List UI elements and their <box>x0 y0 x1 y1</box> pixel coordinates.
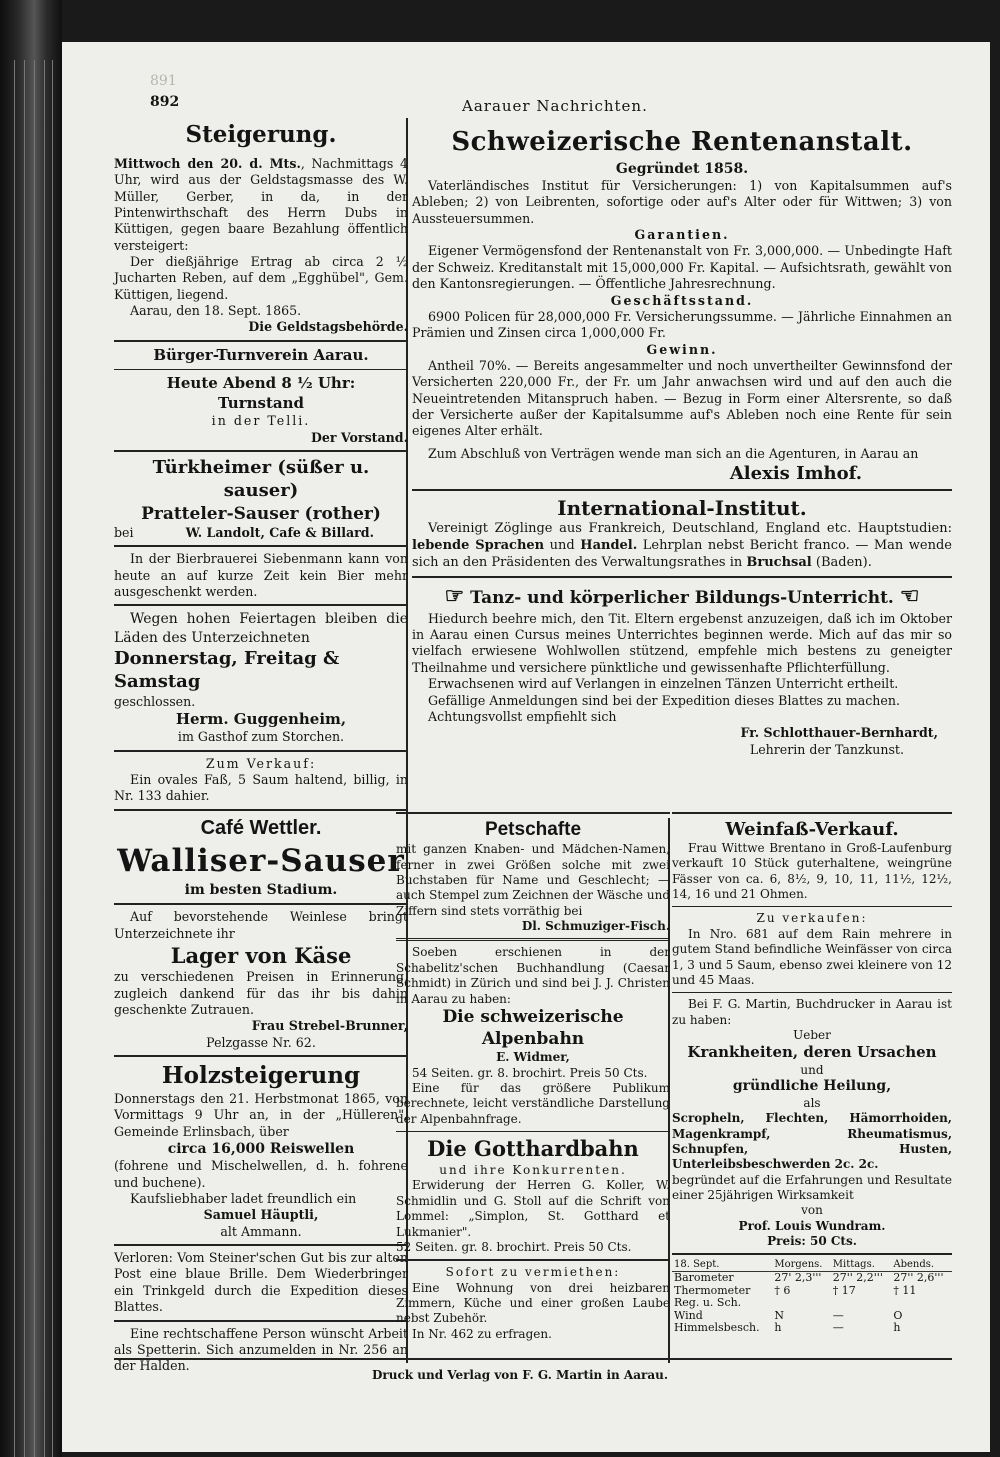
wettler-sub: im besten Stadium. <box>184 882 338 899</box>
gotthard-text: Erwiderung der Herren G. Koller, W. Schmidlin und G. Stoll auf die Schrift von Lommel: „Simplon, St. Gotthard et Lukmanier". <box>396 1178 670 1239</box>
weather-cell: Himmelsbesch. <box>674 1321 760 1335</box>
buch-list: Scropheln, Flechten, Hämorrhoiden, Magenkrampf, Rheumatismus, Schnupfen, Husten, Unterleibsbeschwerden 2c. 2c. <box>672 1111 952 1172</box>
turnverein-sign: Der Vorstand. <box>310 429 408 445</box>
divider <box>114 750 408 752</box>
steigerung-sign: Die Geldstagsbehörde. <box>248 319 408 335</box>
wettler-text1: Auf bevorstehende Weinlese bringt Unterzeichnete ihr <box>114 909 408 941</box>
vermiethen-title: Sofort zu vermiethen: <box>445 1265 621 1280</box>
holz-text: Donnerstags den 21. Herbstmonat 1865, von Vormittags 9 Uhr an, in der „Hülleren", Gemeinde Erlinsbach, über <box>114 1091 408 1139</box>
buch-und: und <box>800 1062 824 1077</box>
alpenbahn-info: 54 Seiten. gr. 8. brochirt. Preis 50 Cts. <box>412 1065 648 1080</box>
tanz-sign: Fr. Schlotthauer-Bernhardt, <box>740 725 938 741</box>
institut-text2: Lehrplan nebst Bericht franco. — Man wende sich an den Präsidenten des Verwaltungsrathes in <box>412 538 953 571</box>
weather-cell: † 6 <box>774 1283 791 1297</box>
tanz-p4: Achtungsvollst empfiehlt sich <box>428 708 617 724</box>
weather-header-cell: Mittags. <box>831 1259 892 1271</box>
right-lower-column <box>672 812 952 1335</box>
wettler-big2: Lager von Käse <box>170 943 352 969</box>
imprint-footer: Druck und Verlag von F. G. Martin in Aarau. <box>372 1368 668 1382</box>
tanz-p3: Gefällige Anmeldungen sind bei der Expedition dieses Blattes zu machen. <box>428 692 900 708</box>
holz-text3: Kaufsliebhaber ladet freundlich ein <box>130 1191 357 1206</box>
page-number: 892 <box>150 94 180 110</box>
running-title: Aarauer Nachrichten. <box>462 97 648 115</box>
weather-cell: h <box>774 1321 782 1335</box>
weather-cell: Barometer <box>674 1270 734 1284</box>
weather-row <box>672 1271 952 1284</box>
turnverein-line3: in der Telli. <box>211 413 311 429</box>
tanz-role: Lehrerin der Tanzkunst. <box>749 741 904 757</box>
renten-p1: Eigener Vermögensfond der Rentenanstalt von Fr. 3,000,000. — Unbedingte Haft der Schweiz. Kreditanstalt mit 15,000,000 Fr. Kapital. — Aufsichtsrath, gewählt von den Kantonsregierungen. — Öffentliche Jahresrechnung. <box>412 243 952 292</box>
tuerkheimer-title: Türkheimer (süßer u. sauser) <box>152 457 370 502</box>
gotthard-title: Die Gotthardbahn <box>427 1136 639 1162</box>
gotthard-info: 52 Seiten. gr. 8. brochirt. Preis 50 Cts. <box>396 1239 632 1254</box>
weather-cell <box>831 1297 892 1310</box>
weather-cell: † 11 <box>893 1283 917 1297</box>
alpenbahn-title: Die schweizerische Alpenbahn <box>442 1006 624 1049</box>
steigerung-body: , Nachmittags 4 Uhr, wird aus der Geldstagsmasse des W. Müller, Gerber, in da, in der Pintenwirthschaft des Herrn Dubs in Küttigen, gegen baare Bezahlung öffentlich versteigert: <box>114 155 408 253</box>
weather-header-cell: Abends. <box>891 1259 952 1271</box>
wettler-addr: Pelzgasse Nr. 62. <box>206 1034 316 1050</box>
buch-price: Preis: 50 Cts. <box>767 1234 857 1249</box>
institut-and: und <box>549 538 575 554</box>
weinfass-text: Frau Wittwe Brentano in Groß-Laufenburg verkauft 10 Stück guterhaltene, weingrüne Fässer von ca. 6, 8½, 9, 10, 11, 11½, 12½, 14, 16 und 21 Ohmen. <box>672 841 952 902</box>
arbeit-text: Eine rechtschaffene Person wünscht Arbeit als Spetterin. Sich anzumelden in Nr. 256 an der Halden. <box>114 1325 408 1374</box>
renten-h3: Gewinn. <box>646 341 718 357</box>
weather-cell: 27'' 2,2''' <box>832 1270 883 1284</box>
divider <box>114 545 408 547</box>
steigerung-title: Steigerung. <box>185 121 337 148</box>
tuerkheimer-prefix: bei <box>114 524 134 540</box>
divider <box>396 938 670 941</box>
ghost-page-number: 891 <box>150 73 177 89</box>
divider <box>672 812 952 814</box>
wettler-big: Walliser-Sauser <box>117 842 405 879</box>
renten-h1: Garantien. <box>634 227 730 243</box>
holz-role: alt Ammann. <box>220 1223 302 1239</box>
weather-cell <box>772 1297 830 1310</box>
turnverein-line2: Turnstand <box>218 393 304 412</box>
weinfass-title: Weinfaß-Verkauf. <box>725 819 899 840</box>
divider <box>396 1131 670 1132</box>
weather-cell: — <box>832 1308 844 1322</box>
steigerung-lead: Mittwoch den 20. d. Mts. <box>114 155 301 171</box>
tanz-p1: Hiedurch beehre mich, den Tit. Eltern ergebenst anzuzeigen, daß ich im Oktober in Aarau einen Cursus meines Unterrichtes beginnen werde. Mich auf das mir so vielfach erwiesene Wohlwollen stützend, empfehle mich bestens zu geneigter Theilnahme und versichere pünktliche und gewissenhafte Pflichterfüllung. <box>412 610 952 675</box>
verloren-text: Verloren: Vom Steiner'schen Gut bis zur alten Post eine blaue Brille. Dem Wiederbringer ein Trinkgeld durch die Expedition dieses Blattes. <box>114 1250 408 1315</box>
wettler-title: Café Wettler. <box>200 816 322 839</box>
petschafte-text: mit ganzen Knaben- und Mädchen-Namen, ferner in zwei Größen solche mit zwei Buchstaben für Name und Geschlecht; — auch Stempel zum Zeichnen der Wäsche und Ziffern sind stets vorräthig bei <box>396 842 670 918</box>
divider <box>114 369 408 370</box>
institut-title: International-Institut. <box>557 496 807 521</box>
divider <box>114 903 408 905</box>
weather-cell: O <box>893 1308 903 1322</box>
holz-text2: (fohrene und Mischelwellen, d. h. fohrene und buchene). <box>114 1158 408 1190</box>
buch-von: von <box>801 1203 823 1218</box>
weather-cell: Thermometer <box>674 1283 751 1297</box>
buch-title2: gründliche Heilung, <box>732 1077 892 1094</box>
weather-cell: † 17 <box>832 1283 856 1297</box>
turnverein-title: Bürger-Turnverein Aarau. <box>153 345 369 364</box>
divider <box>412 489 952 491</box>
divider <box>114 1244 408 1246</box>
weather-table <box>672 1259 952 1335</box>
renten-intro: Vaterländisches Institut für Versicherungen: 1) von Kapitalsummen auf's Ableben; 2) von Leibrenten, sofortige oder auf's Alter oder für Wittwen; 3) von Aussteuersummen. <box>412 177 952 226</box>
institut-text3: (Baden). <box>815 555 872 571</box>
buch-als: als <box>803 1095 821 1110</box>
divider <box>114 604 408 606</box>
petschafte-sign: Dl. Schmuziger-Fisch. <box>521 919 670 934</box>
renten-p4: Zum Abschluß von Verträgen wende man sich an die Agenturen, in Aarau an <box>428 445 919 461</box>
alpenbahn-text: Eine für das größere Publikum berechnete, leicht verständliche Darstellung der Alpenbahnfrage. <box>396 1081 670 1126</box>
buch-author: Prof. Louis Wundram. <box>738 1218 886 1233</box>
weather-row <box>672 1322 952 1335</box>
weather-header-cell: 18. Sept. <box>672 1259 772 1271</box>
institut-bold1: lebende Sprachen <box>412 538 545 554</box>
petschafte-title: Petschafte <box>484 819 582 840</box>
middle-lower-column <box>396 812 670 1342</box>
vermiethen-where: In Nr. 462 zu erfragen. <box>412 1326 552 1341</box>
holz-title: Holzsteigerung <box>161 1062 361 1090</box>
vermiethen-text: Eine Wohnung von drei heizbaren Zimmern, Küche und einer großen Laube nebst Zubehör. <box>396 1280 670 1326</box>
tanz-title: Tanz- und körperlicher Bildungs-Unterricht. <box>470 588 894 609</box>
feiertage-place: im Gasthof zum Storchen. <box>177 729 345 745</box>
turnverein-line1: Heute Abend 8 ½ Uhr: <box>166 374 356 393</box>
book-spine <box>0 0 62 1457</box>
holz-sign: Samuel Häuptli, <box>203 1207 319 1223</box>
alpenbahn-intro: Soeben erschienen in der Schabelitz'schen Buchhandlung (Caesar Schmidt) in Zürich und sind bei J. J. Christen in Aarau zu haben: <box>396 945 670 1006</box>
pointing-hand-right-icon: ☞ <box>444 583 465 610</box>
divider <box>114 809 408 811</box>
tuerkheimer-subtitle: Pratteler-Sauser (rother) <box>141 503 381 524</box>
feiertage-days: Donnerstag, Freitag & Samstag <box>114 647 340 693</box>
renten-p3: Antheil 70%. — Bereits angesammelter und noch unvertheilter Gewinnsfond der Versicherten 220,000 Fr., der Fr. um Jahr anwachsen wird und auf den auch die Neueintretenden Mitanspruch haben. — Bezug in Form einer Altersrente, so daß der Versicherte außer der Kapitalsumme auf's Ableben noch eine Rente für sein eigenes Alter erhält. <box>412 357 952 439</box>
renten-h2: Geschäftsstand. <box>610 292 754 308</box>
verkaufen-title: Zu verkaufen: <box>756 911 868 926</box>
pointing-hand-left-icon: ☜ <box>899 583 920 610</box>
buch-intro: Bei F. G. Martin, Buchdrucker in Aarau ist zu haben: <box>672 997 952 1027</box>
tanz-p2: Erwachsenen wird auf Verlangen in einzelnen Tänzen Unterricht ertheilt. <box>428 676 899 692</box>
weather-cell: Reg. u. Sch. <box>674 1296 742 1310</box>
weather-header-row <box>672 1259 952 1271</box>
weather-cell: 27' 2,3''' <box>774 1270 822 1284</box>
buch-ueber: Ueber <box>793 1027 831 1042</box>
weather-cell: h <box>893 1321 901 1335</box>
wettler-text2: zu verschiedenen Preisen in Erinnerung, zugleich dankend für das ihr bis dahin geschenkte Zutrauen. <box>114 969 408 1018</box>
right-column <box>412 92 952 758</box>
buch-title: Krankheiten, deren Ursachen <box>687 1043 937 1062</box>
alpenbahn-author: E. Widmer, <box>496 1050 570 1065</box>
divider <box>672 992 952 993</box>
weather-cell: 27'' 2,6''' <box>893 1270 944 1284</box>
gotthard-sub: und ihre Konkurrenten. <box>439 1163 627 1178</box>
feiertage-closed: geschlossen. <box>114 693 196 709</box>
verkaufen-text: In Nro. 681 auf dem Rain mehrere in gutem Stand befindliche Weinfässer von circa 1, 3 und 5 Saum, ebenso zwei kleinere von 12 und 45 Maas. <box>672 926 952 987</box>
steigerung-item: Der dießjährige Ertrag ab circa 2 ½ Jucharten Reben, auf dem „Egghübel", Gem. Küttigen, liegend. <box>114 254 408 302</box>
weather-cell: Wind <box>674 1308 703 1322</box>
institut-text1: Vereinigt Zöglinge aus Frankreich, Deutschland, England etc. Hauptstudien: <box>428 521 952 537</box>
divider <box>114 340 408 342</box>
divider <box>396 1259 670 1261</box>
left-column <box>114 92 408 1375</box>
renten-p2: 6900 Policen für 28,000,000 Fr. Versicherungssumme. — Jährliche Einnahmen an Prämien und Zinsen circa 1,000,000 Fr. <box>412 308 952 341</box>
weather-row <box>672 1297 952 1310</box>
weather-cell: — <box>832 1321 844 1335</box>
divider <box>412 576 952 578</box>
divider <box>672 906 952 907</box>
divider <box>114 1320 408 1322</box>
weather-cell: N <box>774 1308 784 1322</box>
weather-header-cell: Morgens. <box>772 1259 830 1271</box>
feiertage-line1: Wegen hohen Feiertagen bleiben die Läden des Unterzeichneten <box>114 611 408 646</box>
tuerkheimer-at: W. Landolt, Cafe & Billard. <box>185 524 374 540</box>
weather-cell <box>891 1297 952 1310</box>
buch-basis: begründet auf die Erfahrungen und Resultate einer 25jährigen Wirksamkeit <box>672 1172 952 1202</box>
divider <box>396 812 670 814</box>
divider <box>672 1253 952 1255</box>
bierbrauerei-text: In der Bierbrauerei Siebenmann kann von heute an auf kurze Zeit kein Bier mehr ausgeschenkt werden. <box>114 551 408 600</box>
divider <box>114 1055 408 1057</box>
footer-rule <box>114 1358 952 1360</box>
verkauf-title: Zum Verkauf: <box>205 755 317 771</box>
institut-bold3: Bruchsal <box>746 555 812 571</box>
institut-bold2: Handel. <box>580 538 638 554</box>
wettler-sign: Frau Strebel-Brunner, <box>251 1018 408 1034</box>
renten-title: Schweizerische Rentenanstalt. <box>451 127 913 157</box>
holz-amount: circa 16,000 Reiswellen <box>167 1141 355 1158</box>
feiertage-name: Herm. Guggenheim, <box>175 709 347 728</box>
divider <box>114 450 408 452</box>
renten-founded: Gegründet 1858. <box>615 160 749 177</box>
steigerung-date: Aarau, den 18. Sept. 1865. <box>130 303 302 319</box>
renten-agent: Alexis Imhof. <box>729 463 862 485</box>
verkauf-text: Ein ovales Faß, 5 Saum haltend, billig, in Nr. 133 dahier. <box>114 772 408 804</box>
